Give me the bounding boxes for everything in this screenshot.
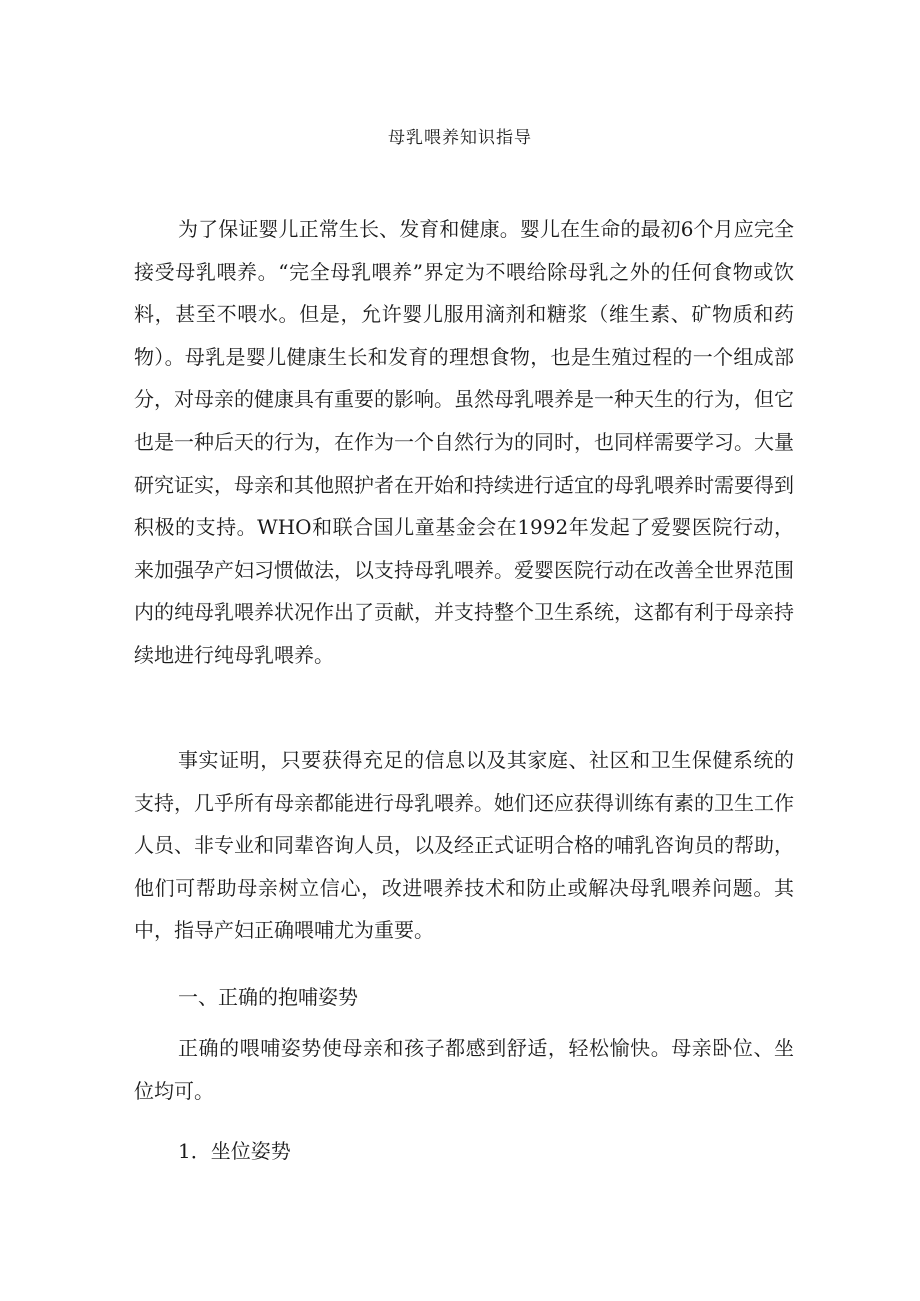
document-title: 母乳喂养知识指导 [388,128,532,148]
section-heading-posture: 一、正确的抱哺姿势 [178,985,358,1009]
paragraph-posture: 正确的喂哺姿势使母亲和孩子都感到舒适，轻松愉快。母亲卧位、坐位均可。 [134,1036,794,1103]
paragraph-intro: 为了保证婴儿正常生长、发育和健康。婴儿在生命的最初6个月应完全接受母乳喂养。“完全母乳喂养”界定为不喂给除母乳之外的任何食物或饮料，甚至不喂水。但是，允许婴儿服用滴剂和糖浆（维生素、矿物质和药物）。母乳是婴儿健康生长和发育的理想食物，也是生殖过程的一个组成部分，对母亲的健康具有重要的影响。虽然母乳喂养是一种天生的行为，但它也是一种后天的行为，在作为一个自然行为的同时，也同样需要学习。大量研究证实，母亲和其他照护者在开始和持续进行适宜的母乳喂养时需要得到积极的支持。WHO和联合国儿童基金会在1992年发起了爱婴医院行动，来加强孕产妇习惯做法，以支持母乳喂养。爱婴医院行动在改善全世界范围内的纯母乳喂养状况作出了贡献，并支持整个卫生系统，这都有利于母亲持续地进行纯母乳喂养。 [134,217,794,667]
subsection-heading-sitting: 1．坐位姿势 [178,1139,291,1163]
paragraph-support: 事实证明，只要获得充足的信息以及其家庭、社区和卫生保健系统的支持，几乎所有母亲都能进行母乳喂养。她们还应获得训练有素的卫生工作人员、非专业和同辈咨询人员，以及经正式证明合格的哺乳咨询员的帮助，他们可帮助母亲树立信心，改进喂养技术和防止或解决母乳喂养问题。其中，指导产妇正确喂哺尤为重要。 [134,748,794,943]
